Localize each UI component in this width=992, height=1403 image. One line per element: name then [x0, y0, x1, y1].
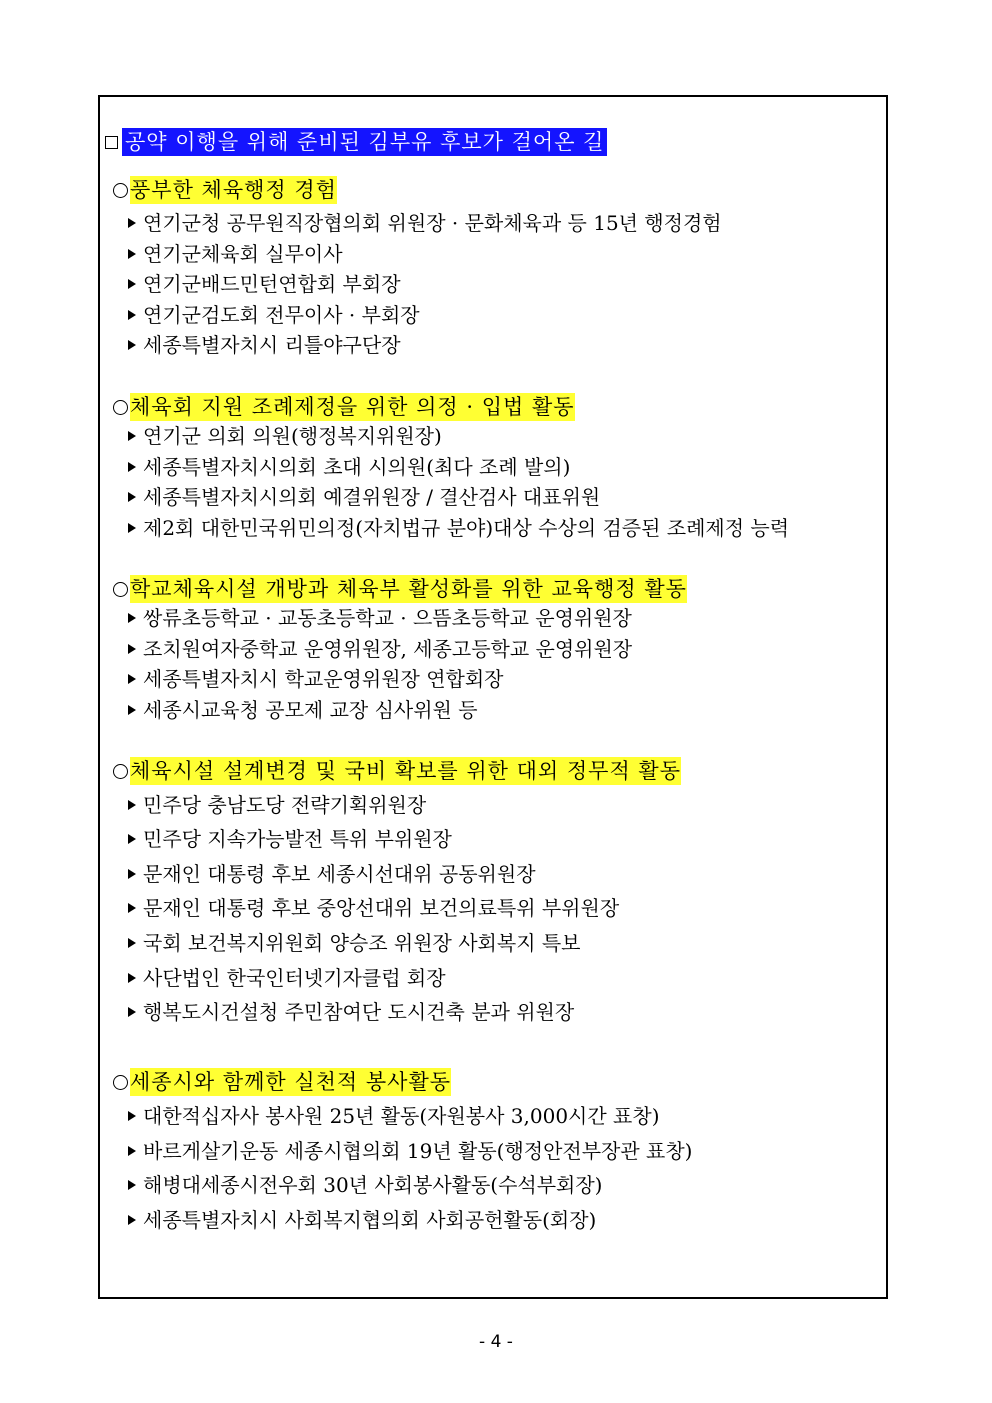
section-title: 세종시와 함께한 실천적 봉사활동 — [130, 1070, 452, 1094]
list-item: 사단법인 한국인터넷기자클럽 회장 — [128, 964, 446, 992]
triangle-bullet-icon — [128, 249, 136, 259]
list-item: 연기군 의회 의원(행정복지위원장) — [128, 422, 442, 450]
triangle-bullet-icon — [128, 1111, 136, 1121]
list-item: 세종특별자치시 사회복지협의회 사회공헌활동(회장) — [128, 1206, 596, 1234]
list-item: 해병대세종시전우회 30년 사회봉사활동(수석부회장) — [128, 1171, 603, 1199]
list-item: 행복도시건설청 주민참여단 도시건축 분과 위원장 — [128, 998, 574, 1026]
list-item: 민주당 지속가능발전 특위 부위원장 — [128, 825, 452, 853]
triangle-bullet-icon — [128, 310, 136, 320]
triangle-bullet-icon — [128, 869, 136, 879]
section-1 — [113, 176, 337, 204]
circle-bullet-icon — [113, 183, 128, 198]
section-4 — [113, 757, 681, 785]
list-item: 세종특별자치시의회 예결위원장 / 결산검사 대표위원 — [128, 483, 600, 511]
triangle-bullet-icon — [128, 1180, 136, 1190]
list-item: 연기군검도회 전무이사 · 부회장 — [128, 301, 420, 329]
triangle-bullet-icon — [128, 938, 136, 948]
triangle-bullet-icon — [128, 613, 136, 623]
list-item: 연기군청 공무원직장협의회 위원장 · 문화체육과 등 15년 행정경험 — [128, 209, 722, 237]
triangle-bullet-icon — [128, 644, 136, 654]
circle-bullet-icon — [113, 582, 128, 597]
list-item: 세종특별자치시 학교운영위원장 연합회장 — [128, 665, 503, 693]
main-heading-text: 공약 이행을 위해 준비된 김부유 후보가 걸어온 길 — [122, 128, 607, 156]
section-3 — [113, 575, 687, 603]
triangle-bullet-icon — [128, 218, 136, 228]
triangle-bullet-icon — [128, 1215, 136, 1225]
section-title: 체육회 지원 조례제정을 위한 의정 · 입법 활동 — [130, 395, 575, 419]
circle-bullet-icon — [113, 764, 128, 779]
section-title: 학교체육시설 개방과 체육부 활성화를 위한 교육행정 활동 — [130, 577, 687, 601]
triangle-bullet-icon — [128, 705, 136, 715]
list-item: 세종특별자치시 리틀야구단장 — [128, 331, 401, 359]
section-title: 체육시설 설계변경 및 국비 확보를 위한 대외 정무적 활동 — [130, 759, 681, 783]
triangle-bullet-icon — [128, 279, 136, 289]
circle-bullet-icon — [113, 1075, 128, 1090]
list-item: 쌍류초등학교 · 교동초등학교 · 으뜸초등학교 운영위원장 — [128, 604, 632, 632]
triangle-bullet-icon — [128, 800, 136, 810]
triangle-bullet-icon — [128, 1007, 136, 1017]
list-item: 바르게살기운동 세종시협의회 19년 활동(행정안전부장관 표창) — [128, 1137, 692, 1165]
list-item: 국회 보건복지위원회 양승조 위원장 사회복지 특보 — [128, 929, 581, 957]
page-number: - 4 - — [479, 1332, 513, 1352]
section-title: 풍부한 체육행정 경험 — [130, 178, 337, 202]
triangle-bullet-icon — [128, 674, 136, 684]
list-item: 조치원여자중학교 운영위원장, 세종고등학교 운영위원장 — [128, 635, 632, 663]
section-2 — [113, 393, 575, 421]
triangle-bullet-icon — [128, 340, 136, 350]
triangle-bullet-icon — [128, 431, 136, 441]
list-item: 세종시교육청 공모제 교장 심사위원 등 — [128, 696, 478, 724]
square-bullet-icon — [105, 136, 118, 149]
triangle-bullet-icon — [128, 973, 136, 983]
list-item: 세종특별자치시의회 초대 시의원(최다 조례 발의) — [128, 453, 570, 481]
triangle-bullet-icon — [128, 834, 136, 844]
list-item: 연기군체육회 실무이사 — [128, 240, 343, 268]
list-item: 민주당 충남도당 전략기획위원장 — [128, 791, 426, 819]
list-item: 문재인 대통령 후보 중앙선대위 보건의료특위 부위원장 — [128, 894, 619, 922]
triangle-bullet-icon — [128, 492, 136, 502]
list-item: 연기군배드민턴연합회 부회장 — [128, 270, 401, 298]
circle-bullet-icon — [113, 400, 128, 415]
section-5 — [113, 1068, 451, 1096]
list-item: 제2회 대한민국위민의정(자치법규 분야)대상 수상의 검증된 조례제정 능력 — [128, 514, 789, 542]
triangle-bullet-icon — [128, 1146, 136, 1156]
triangle-bullet-icon — [128, 462, 136, 472]
triangle-bullet-icon — [128, 903, 136, 913]
triangle-bullet-icon — [128, 523, 136, 533]
main-heading — [105, 128, 607, 156]
list-item: 문재인 대통령 후보 세종시선대위 공동위원장 — [128, 860, 536, 888]
list-item: 대한적십자사 봉사원 25년 활동(자원봉사 3,000시간 표창) — [128, 1102, 660, 1130]
